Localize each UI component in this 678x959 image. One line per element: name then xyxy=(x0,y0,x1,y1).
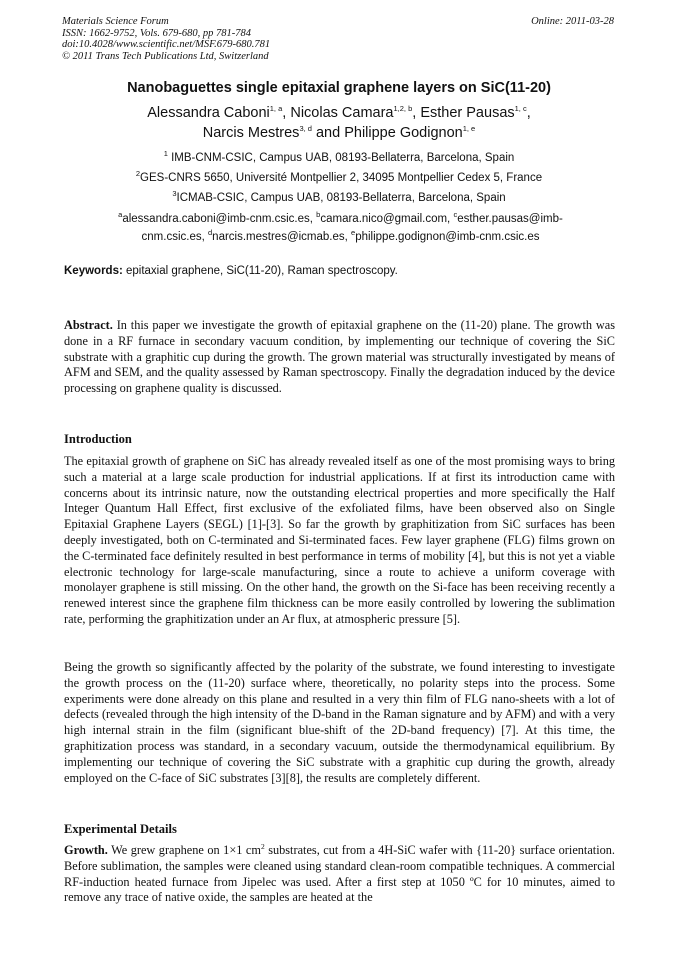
author-list xyxy=(0,103,678,143)
section-heading-experimental: Experimental Details xyxy=(64,822,177,836)
growth-sup: 2 xyxy=(260,841,265,851)
journal-header xyxy=(62,16,270,62)
author-sup: 1,2, b xyxy=(393,104,413,114)
author-name: Esther Pausas xyxy=(420,105,515,121)
author-sep: , xyxy=(282,105,291,121)
abstract-text: In this paper we investigate the growth of epitaxial graphene on the (11-20) plane. The growth was done in a RF furnace in secondary vacuum condition, by implementing our technique of covering the SiC substrate with a graphitic cup during the growth. The grown material was structurally investigated by means of AFM and SEM, and the quality assessed by Raman spectroscopy. Finally the degradation induced by the device processing on graphene quality is discussed. xyxy=(64,318,615,396)
journal-issn: ISSN: 1662-9752, Vols. 679-680, pp 781-784 xyxy=(62,27,251,39)
affiliation-1 xyxy=(0,148,678,168)
growth-label: Growth. xyxy=(64,843,108,857)
email-sup: d xyxy=(208,228,213,238)
author-line-1 xyxy=(0,103,678,123)
affiliation-text: IMB-CNM-CSIC, Campus UAB, 08193-Bellaterra, Barcelona, Spain xyxy=(167,152,515,164)
author-name: Narcis Mestres xyxy=(202,125,300,141)
email-link: esther.pausas@imb-cnm.csic.es, xyxy=(141,213,563,243)
author-name: Alessandra Caboni xyxy=(147,105,270,121)
email-link: alessandra.caboni@imb-cnm.csic.es, xyxy=(122,213,317,225)
section-heading-introduction: Introduction xyxy=(64,432,132,446)
author-sep: , xyxy=(526,105,531,121)
author-sup: 3, d xyxy=(299,124,312,134)
introduction-paragraph-2: Being the growth so significantly affected by the polarity of the substrate, we found interesting to investigate the growth process on the (11-20) surface where, theoretically, no polarity steps into the process. Some experiments were done already on this plane and resulted in a very thin film of FLG nano-sheets with a lot of defects (revealed through the high intensity of the D-band in the Raman signature and by AFM) and with a very high internal strain in the film (significant blue-shift of the 2D-band frequency) [7]. At this time, the graphitization process was standard, in a secondary vacuum, outside the thermodynamical equilibrium. By implementing our technique of covering the SiC substrate with a graphitic cup during the growth, already employed on the C-face of SiC substrates [3][8], the results are completely different. xyxy=(64,660,615,785)
growth-text-2: substrates, cut from a 4H-SiC wafer with {11-20} surface orientation. Before sublimation, the samples were cleaned using standard clean-room compatible techniques. A commercial RF-induction heated furnace from Jipelec was used. After a first step at 1050 ºC for 10 minutes, aimed to remove any trace of native oxide, the samples are heated at the xyxy=(64,843,615,905)
journal-copyright: © 2011 Trans Tech Publications Ltd, Switzerland xyxy=(62,50,269,62)
affiliation-2 xyxy=(0,168,678,188)
email-sup: a xyxy=(118,210,123,220)
email-sup: e xyxy=(351,228,356,238)
author-sup: 1, c xyxy=(514,104,527,114)
author-and: and xyxy=(311,125,345,141)
affiliation-text: GES-CNRS 5650, Université Montpellier 2, 34095 Montpellier Cedex 5, France xyxy=(140,172,543,184)
email-sup: b xyxy=(316,210,321,220)
online-date: Online: 2011-03-28 xyxy=(531,16,614,27)
abstract xyxy=(64,318,615,397)
introduction-paragraph-1: The epitaxial growth of graphene on SiC has already revealed itself as one of the most promising ways to bring such a material at a large scale production for industrial applications. If at first its introduction came with concerns about its intrinsic nature, now the outstanding electrical properties and more specifically the Half Integer Quantum Hall Effect, first exclusive of the exfoliated films, have been observed also on Single Epitaxial Graphene Layers (SEGL) [1]-[3]. So far the growth by graphitization from SiC surfaces has been deeply investigated, both on C-terminated and Si-terminated faces. Few layer graphene (FLG) films grown on the C-terminated face definitely resulted in best performance in terms of mobility [4], but this is not yet a viable electronic technology for large-scale manufacturing, since a route to achieve a uniform coverage with monolayer graphene is still missing. On the other hand, the growth on the Si-face has been receiving recently a renewed interest since the graphene film thickness can be more easily controlled by lowering the sublimation rate, performing the graphitization under an Ar flux, at atmospheric pressure [5]. xyxy=(64,454,615,626)
affiliation-3 xyxy=(0,188,678,208)
growth-text-1: We grew graphene on 1×1 cm xyxy=(107,843,261,857)
affiliation-text: ICMAB-CSIC, Campus UAB, 08193-Bellaterra, Barcelona, Spain xyxy=(176,192,506,204)
email-link: camara.nico@gmail.com, xyxy=(320,213,454,225)
journal-name: Materials Science Forum xyxy=(62,16,169,27)
author-sup: 1, a xyxy=(269,104,283,114)
abstract-label: Abstract. xyxy=(64,318,113,332)
author-name: Nicolas Camara xyxy=(290,105,394,121)
author-name: Philippe Godignon xyxy=(344,125,463,141)
author-line-2 xyxy=(0,123,678,143)
affiliation-sup: 1 xyxy=(163,149,168,159)
email-link: narcis.mestres@icmab.es, xyxy=(212,231,352,243)
affiliation-list xyxy=(0,148,678,208)
affiliation-sup: 3 xyxy=(172,189,177,199)
author-sep: , xyxy=(412,105,421,121)
journal-doi: doi:10.4028/www.scientific.net/MSF.679-680.781 xyxy=(62,39,271,50)
keywords-text: epitaxial graphene, SiC(11-20), Raman spectroscopy. xyxy=(122,265,398,277)
experimental-paragraph xyxy=(64,843,615,906)
affiliation-sup: 2 xyxy=(135,169,141,179)
keywords xyxy=(64,265,616,277)
author-sup: 1, e xyxy=(462,124,476,134)
email-link: philippe.godignon@imb-cnm.csic.es xyxy=(355,231,540,243)
email-list xyxy=(88,210,593,246)
email-sup: c xyxy=(453,210,458,220)
paper-title: Nanobaguettes single epitaxial graphene layers on SiC(11-20) xyxy=(127,80,551,96)
keywords-label: Keywords: xyxy=(64,265,123,277)
